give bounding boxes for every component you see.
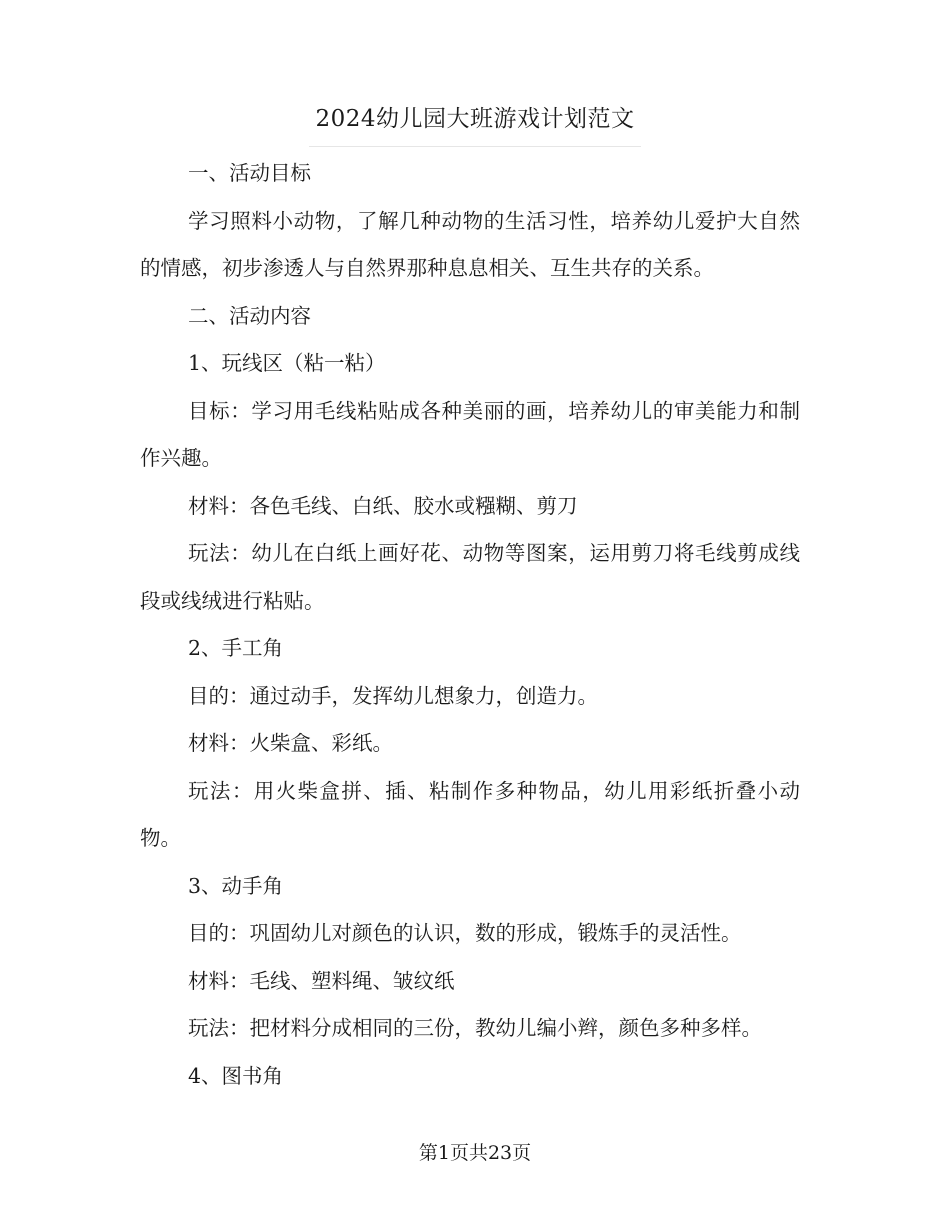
- paragraph-handcraft-purpose: 目的：通过动手，发挥幼儿想象力，创造力。: [188, 683, 598, 708]
- heading-activity-goal: 一、活动目标: [188, 161, 311, 185]
- paragraph-thread-play: 玩法：幼儿在白纸上画好花、动物等图案，运用剪刀将毛线剪成线段或线绒进行粘贴。: [140, 541, 800, 613]
- subheading-thread-area: 1、玩线区（粘一粘）: [188, 351, 386, 375]
- paragraph-thread-goal: 目标：学习用毛线粘贴成各种美丽的画，培养幼儿的审美能力和制作兴趣。: [140, 398, 800, 470]
- paragraph-hands-on-purpose: 目的：巩固幼儿对颜色的认识，数的形成，锻炼手的灵活性。: [188, 921, 742, 945]
- subheading-handcraft-corner: 2、手工角: [188, 636, 284, 660]
- paragraph-thread-materials: 材料：各色毛线、白纸、胶水或糨糊、剪刀: [188, 493, 578, 518]
- document-body: [140, 150, 800, 1100]
- paragraph-handcraft-materials: 材料：火柴盒、彩纸。: [188, 731, 393, 755]
- page-number-footer: 第1页共23页: [418, 1142, 532, 1164]
- paragraph-handcraft-play: 玩法：用火柴盒拼、插、粘制作多种物品，幼儿用彩纸折叠小动物。: [140, 778, 800, 850]
- subheading-hands-on-corner: 3、动手角: [188, 873, 284, 898]
- document-title: 2024幼儿园大班游戏计划范文: [309, 98, 640, 147]
- heading-activity-content: 二、活动内容: [188, 303, 311, 328]
- subheading-book-corner: 4、图书角: [188, 1063, 284, 1088]
- title-wrapper: [0, 98, 950, 147]
- paragraph-hands-on-play: 玩法：把材料分成相同的三份，教幼儿编小辫，颜色多种多样。: [188, 1016, 762, 1040]
- paragraph-hands-on-materials: 材料：毛线、塑料绳、皱纹纸: [188, 968, 455, 993]
- paragraph-activity-goal-text: 学习照料小动物，了解几种动物的生活习性，培养幼儿爱护大自然的情感，初步渗透人与自然界那种息息相关、互生共存的关系。: [140, 208, 800, 280]
